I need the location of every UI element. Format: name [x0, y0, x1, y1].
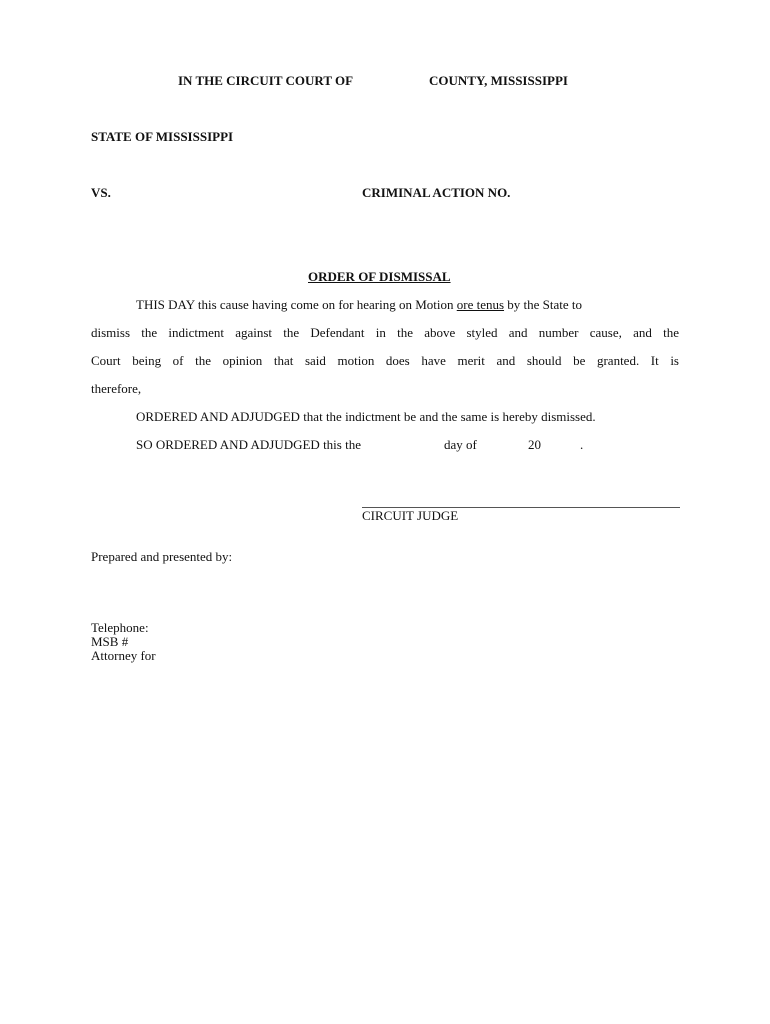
attorney-for-label: Attorney for	[91, 648, 156, 663]
order-paragraph-line-4: therefore,	[91, 381, 142, 396]
ore-tenus-text: ore tenus	[456, 297, 505, 312]
criminal-action-label: CRIMINAL ACTION NO.	[362, 185, 511, 200]
line1-after: by the State to	[504, 297, 583, 312]
prepared-by-label: Prepared and presented by:	[91, 549, 233, 564]
ordered-adjudged-text: ORDERED AND ADJUDGED that the indictment be and the same is hereby dismissed.	[136, 409, 596, 424]
versus-label: VS.	[91, 185, 111, 200]
date-period: .	[580, 437, 584, 452]
line1-text	[136, 297, 582, 313]
order-paragraph-line-3	[91, 353, 679, 369]
line1-before: THIS DAY this cause having come on for hearing on Motion	[136, 297, 457, 312]
year-prefix: 20	[528, 437, 541, 452]
circuit-judge-label: CIRCUIT JUDGE	[362, 508, 459, 523]
order-paragraph-line-2	[91, 325, 679, 341]
telephone-label: Telephone:	[91, 620, 149, 635]
order-paragraph-line-1	[136, 297, 679, 313]
plaintiff-name: STATE OF MISSISSIPPI	[91, 129, 234, 144]
day-of-label: day of	[444, 437, 477, 452]
msb-number-label: MSB #	[91, 634, 129, 649]
court-heading-left: IN THE CIRCUIT COURT OF	[178, 73, 354, 88]
court-heading-right: COUNTY, MISSISSIPPI	[429, 73, 568, 88]
line3-text: Court being of the opinion that said motion does have merit and should be granted. It is	[91, 353, 679, 368]
line2-text: dismiss the indictment against the Defendant in the above styled and number cause, and the	[91, 325, 679, 340]
order-title: ORDER OF DISMISSAL	[308, 269, 451, 284]
so-ordered-text: SO ORDERED AND ADJUDGED this the	[136, 437, 361, 452]
